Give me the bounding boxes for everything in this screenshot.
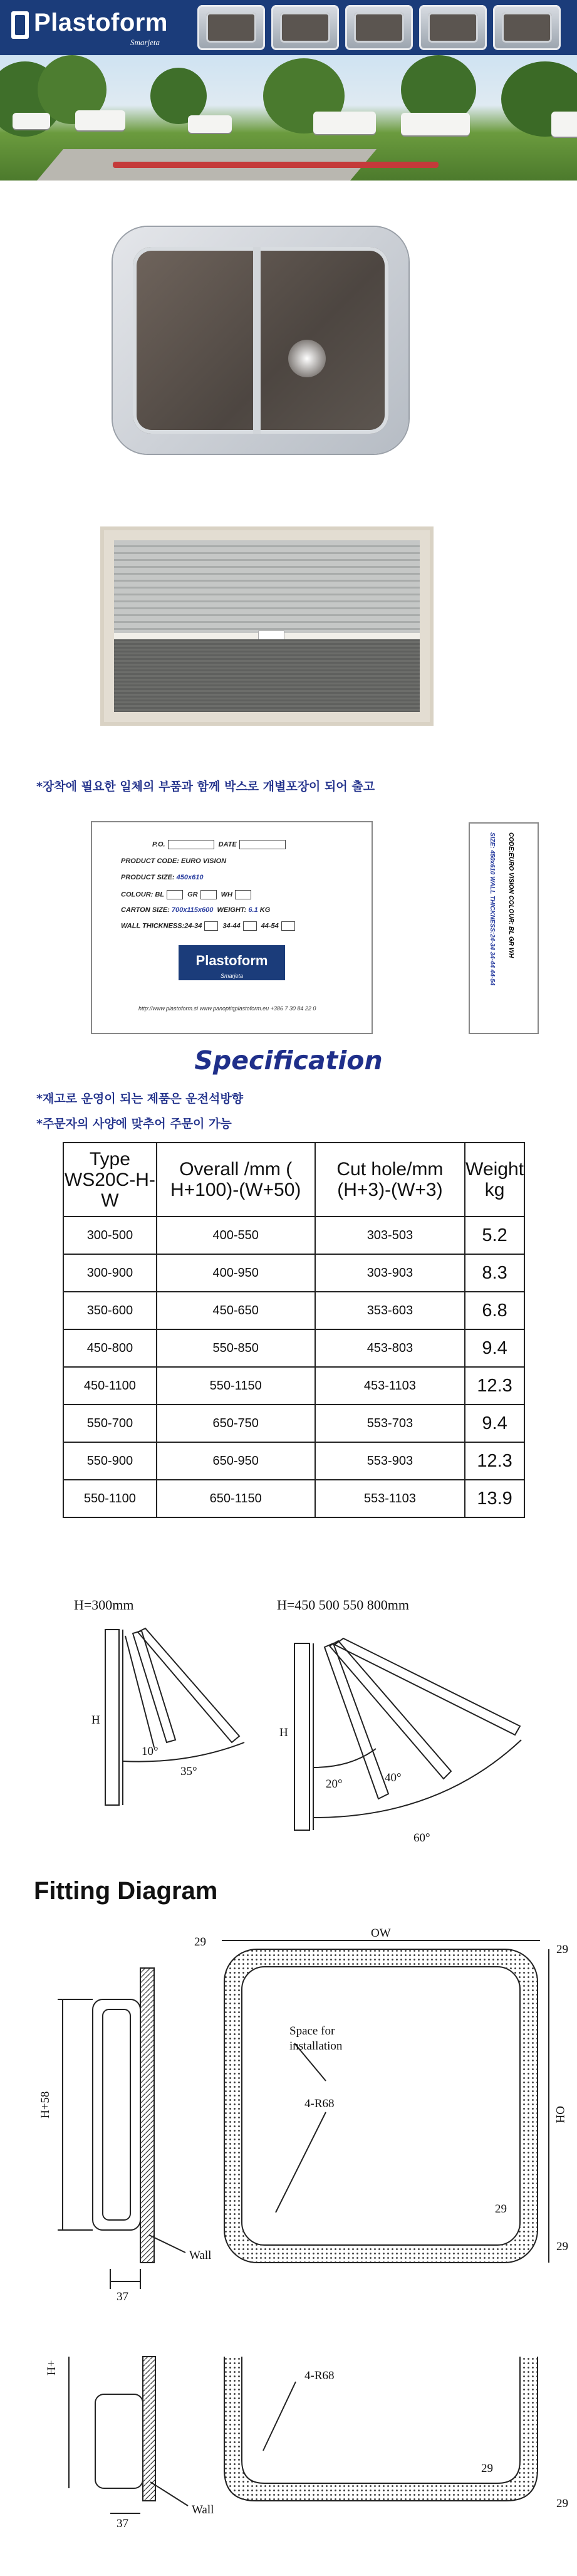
brand-tagline: Smarjeta [130, 38, 160, 47]
label-logo-sub: Smarjeta [220, 973, 243, 979]
frame-section-upper [93, 1999, 140, 2230]
cell-overall: 650-750 [157, 1405, 315, 1442]
custom-note: *주문자의 사양에 맞추어 주문이 가능 [36, 1117, 232, 1131]
table-row [63, 1405, 524, 1442]
left-strut [125, 1636, 154, 1747]
cell-type: 450-800 [63, 1329, 157, 1367]
label-logo-text: Plastoform [195, 953, 268, 968]
window-thumbnail [493, 5, 561, 50]
fitting-diagram-title: Fitting Diagram [34, 1877, 218, 1905]
table-row [63, 1292, 524, 1329]
brand-logo[interactable] [11, 9, 171, 46]
window-thumbnail [197, 5, 265, 50]
space-label-1: Space for [289, 2024, 335, 2038]
wall-option-3: 44-54 [261, 922, 279, 930]
left-window-frame [105, 1630, 119, 1805]
label-web: http://www.plastoform.si www.panoptiqplastoform.eu +386 7 30 84 22 0 [138, 1005, 316, 1012]
carton-size-label: CARTON SIZE: [121, 906, 170, 914]
window-thumbnail [271, 5, 339, 50]
table-row [63, 1480, 524, 1517]
caravan [551, 112, 577, 137]
logo-mark-icon [11, 11, 29, 39]
left-sash-35 [138, 1628, 239, 1742]
colour-line [121, 890, 254, 899]
light-reflection [288, 340, 326, 377]
brand-name: Plastoform [34, 9, 168, 36]
spec-table [63, 1142, 525, 1518]
opening-angle-diagram [0, 1611, 577, 1861]
dim-29-right-bottom: 29 [556, 2240, 568, 2253]
cell-type: 300-500 [63, 1217, 157, 1254]
angle-10: 10° [142, 1745, 159, 1758]
space-label-2: installation [289, 2039, 343, 2053]
stock-note: *재고로 운영이 되는 제품은 운전석방향 [36, 1092, 244, 1106]
dim-37-upper: 37 [117, 2290, 128, 2303]
colour-gr-box [200, 890, 217, 899]
table-header-row [63, 1143, 524, 1217]
cell-type: 350-600 [63, 1292, 157, 1329]
cell-weight: 12.3 [465, 1442, 524, 1480]
cell-type: 550-900 [63, 1442, 157, 1480]
angle-20: 20° [326, 1778, 343, 1791]
window-mullion [253, 247, 261, 434]
cell-weight: 12.3 [465, 1367, 524, 1405]
product-code: PRODUCT CODE: EURO VISION [121, 857, 227, 865]
cell-cut-hole: 303-903 [315, 1254, 465, 1292]
caravan [75, 110, 125, 130]
cell-cut-hole: 553-703 [315, 1405, 465, 1442]
table-row [63, 1442, 524, 1480]
h-label-left: H [91, 1714, 100, 1727]
angle-35: 35° [180, 1765, 197, 1778]
radius-label-lower: 4-R68 [304, 2369, 335, 2382]
col-weight: Weight kg [465, 1143, 524, 1217]
cut-hole-front-lower [242, 2357, 520, 2483]
table-row [63, 1367, 524, 1405]
side-label-code: CODE:EURO VISION COLOUR: BL GR WH [507, 832, 514, 958]
right-window-frame [294, 1643, 309, 1830]
caravan [188, 115, 232, 133]
cell-overall: 400-950 [157, 1254, 315, 1292]
caravan [313, 112, 376, 134]
frame-section-lower [95, 2394, 143, 2488]
cell-cut-hole: 553-903 [315, 1442, 465, 1480]
spec-title: Specification [194, 1045, 383, 1076]
ow-label: OW [371, 1927, 391, 1940]
window-product-photo [113, 227, 408, 454]
wall-label: WALL THICKNESS:24-34 [121, 922, 202, 930]
h-label-right: H [279, 1726, 288, 1739]
cell-type: 450-1100 [63, 1367, 157, 1405]
date-label: DATE [218, 840, 237, 849]
colour-gr: GR [187, 891, 198, 899]
campsite-photo [0, 55, 577, 181]
sash-section-upper [103, 2009, 130, 2220]
cell-overall: 650-950 [157, 1442, 315, 1480]
weight-label: WEIGHT: [217, 906, 247, 914]
caravan [401, 113, 470, 135]
window-thumbnail [419, 5, 487, 50]
h58-label: H+58 [39, 2091, 52, 2118]
carton-size-line [121, 906, 270, 914]
wall-box [243, 921, 257, 931]
cell-cut-hole: 353-603 [315, 1292, 465, 1329]
cut-hole-front [242, 1967, 520, 2245]
colour-bl-box [167, 890, 183, 899]
po-label: P.O. [152, 840, 165, 849]
dim-29-lower-inner: 29 [481, 2462, 493, 2475]
weight-unit: KG [259, 906, 271, 914]
cell-overall: 550-850 [157, 1329, 315, 1367]
wall-thickness-line [121, 921, 298, 931]
opening-right-heading: H=450 500 550 800mm [277, 1597, 410, 1613]
angle-60: 60° [413, 1831, 430, 1845]
left-sash-10 [133, 1631, 175, 1742]
carton-label [91, 821, 373, 1034]
table-row [63, 1217, 524, 1254]
cell-weight: 6.8 [465, 1292, 524, 1329]
cell-weight: 5.2 [465, 1217, 524, 1254]
table-row [63, 1254, 524, 1292]
opening-left-heading: H=300mm [74, 1597, 134, 1613]
wall-section-lower [143, 2357, 155, 2501]
right-arc [313, 1740, 521, 1818]
cell-overall: 450-650 [157, 1292, 315, 1329]
cell-cut-hole: 553-1103 [315, 1480, 465, 1517]
colour-wh: WH [221, 891, 232, 899]
cell-weight: 9.4 [465, 1329, 524, 1367]
po-box [168, 840, 214, 849]
dim-29-right-top: 29 [556, 1943, 568, 1956]
date-box [239, 840, 286, 849]
carton-size-value: 700x115x600 [171, 906, 214, 914]
col-type: Type WS20C-H-W [63, 1143, 157, 1217]
side-label-size: SIZE: 450x610 WALL THICKNESS:24-34 34-44 44-54 [489, 832, 496, 986]
cell-cut-hole: 453-803 [315, 1329, 465, 1367]
wall-option-2: 34-44 [222, 922, 241, 930]
cell-overall: 550-1150 [157, 1367, 315, 1405]
pleated-blind [114, 540, 420, 633]
wall-label-upper: Wall [189, 2249, 212, 2262]
wall-label-lower: Wall [192, 2503, 214, 2516]
label-logo [179, 945, 285, 980]
colour-label: COLOUR: BL [121, 891, 165, 899]
colour-wh-box [235, 890, 251, 899]
wall-box [204, 921, 218, 931]
col-cut-hole: Cut hole/mm (H+3)-(W+3) [315, 1143, 465, 1217]
wall-box [281, 921, 295, 931]
cell-type: 550-1100 [63, 1480, 157, 1517]
oh-label: OH [553, 2106, 566, 2123]
carton-side-label [469, 822, 539, 1034]
cell-cut-hole: 303-503 [315, 1217, 465, 1254]
packing-note: *장착에 필요한 일체의 부품과 함께 박스로 개별포장이 되어 출고 [36, 780, 375, 793]
cell-cut-hole: 453-1103 [315, 1367, 465, 1405]
cell-type: 300-900 [63, 1254, 157, 1292]
dim-29-top: 29 [194, 1935, 206, 1949]
h-small-label: H+ [45, 2360, 58, 2375]
window-thumbnail [345, 5, 413, 50]
dim-37-lower: 37 [117, 2517, 128, 2530]
wall-section-upper [140, 1968, 154, 2263]
caravan [13, 113, 50, 129]
product-size-value: 450x610 [176, 874, 204, 881]
weight-value: 6.1 [248, 906, 258, 914]
fitting-diagram [0, 1918, 577, 2570]
table-row [63, 1329, 524, 1367]
cell-weight: 9.4 [465, 1405, 524, 1442]
tinted-glass [133, 247, 388, 434]
dim-29-inner: 29 [495, 2202, 507, 2216]
product-size-label: PRODUCT SIZE: [121, 874, 175, 881]
right-sash-60 [335, 1638, 520, 1735]
po-line [152, 840, 288, 849]
col-overall: Overall /mm ( H+100)-(W+50) [157, 1143, 315, 1217]
cell-overall: 400-550 [157, 1217, 315, 1254]
window-thumbnail-strip [197, 5, 573, 50]
dim-29-lower-right: 29 [556, 2497, 568, 2510]
cell-weight: 8.3 [465, 1254, 524, 1292]
cell-type: 550-700 [63, 1405, 157, 1442]
flower-bed [113, 162, 439, 168]
cell-weight: 13.9 [465, 1480, 524, 1517]
radius-label: 4-R68 [304, 2097, 335, 2110]
product-size-line [121, 874, 203, 881]
cell-overall: 650-1150 [157, 1480, 315, 1517]
angle-40: 40° [385, 1771, 402, 1784]
fly-screen [114, 639, 420, 712]
blind-screen-photo [100, 526, 434, 726]
